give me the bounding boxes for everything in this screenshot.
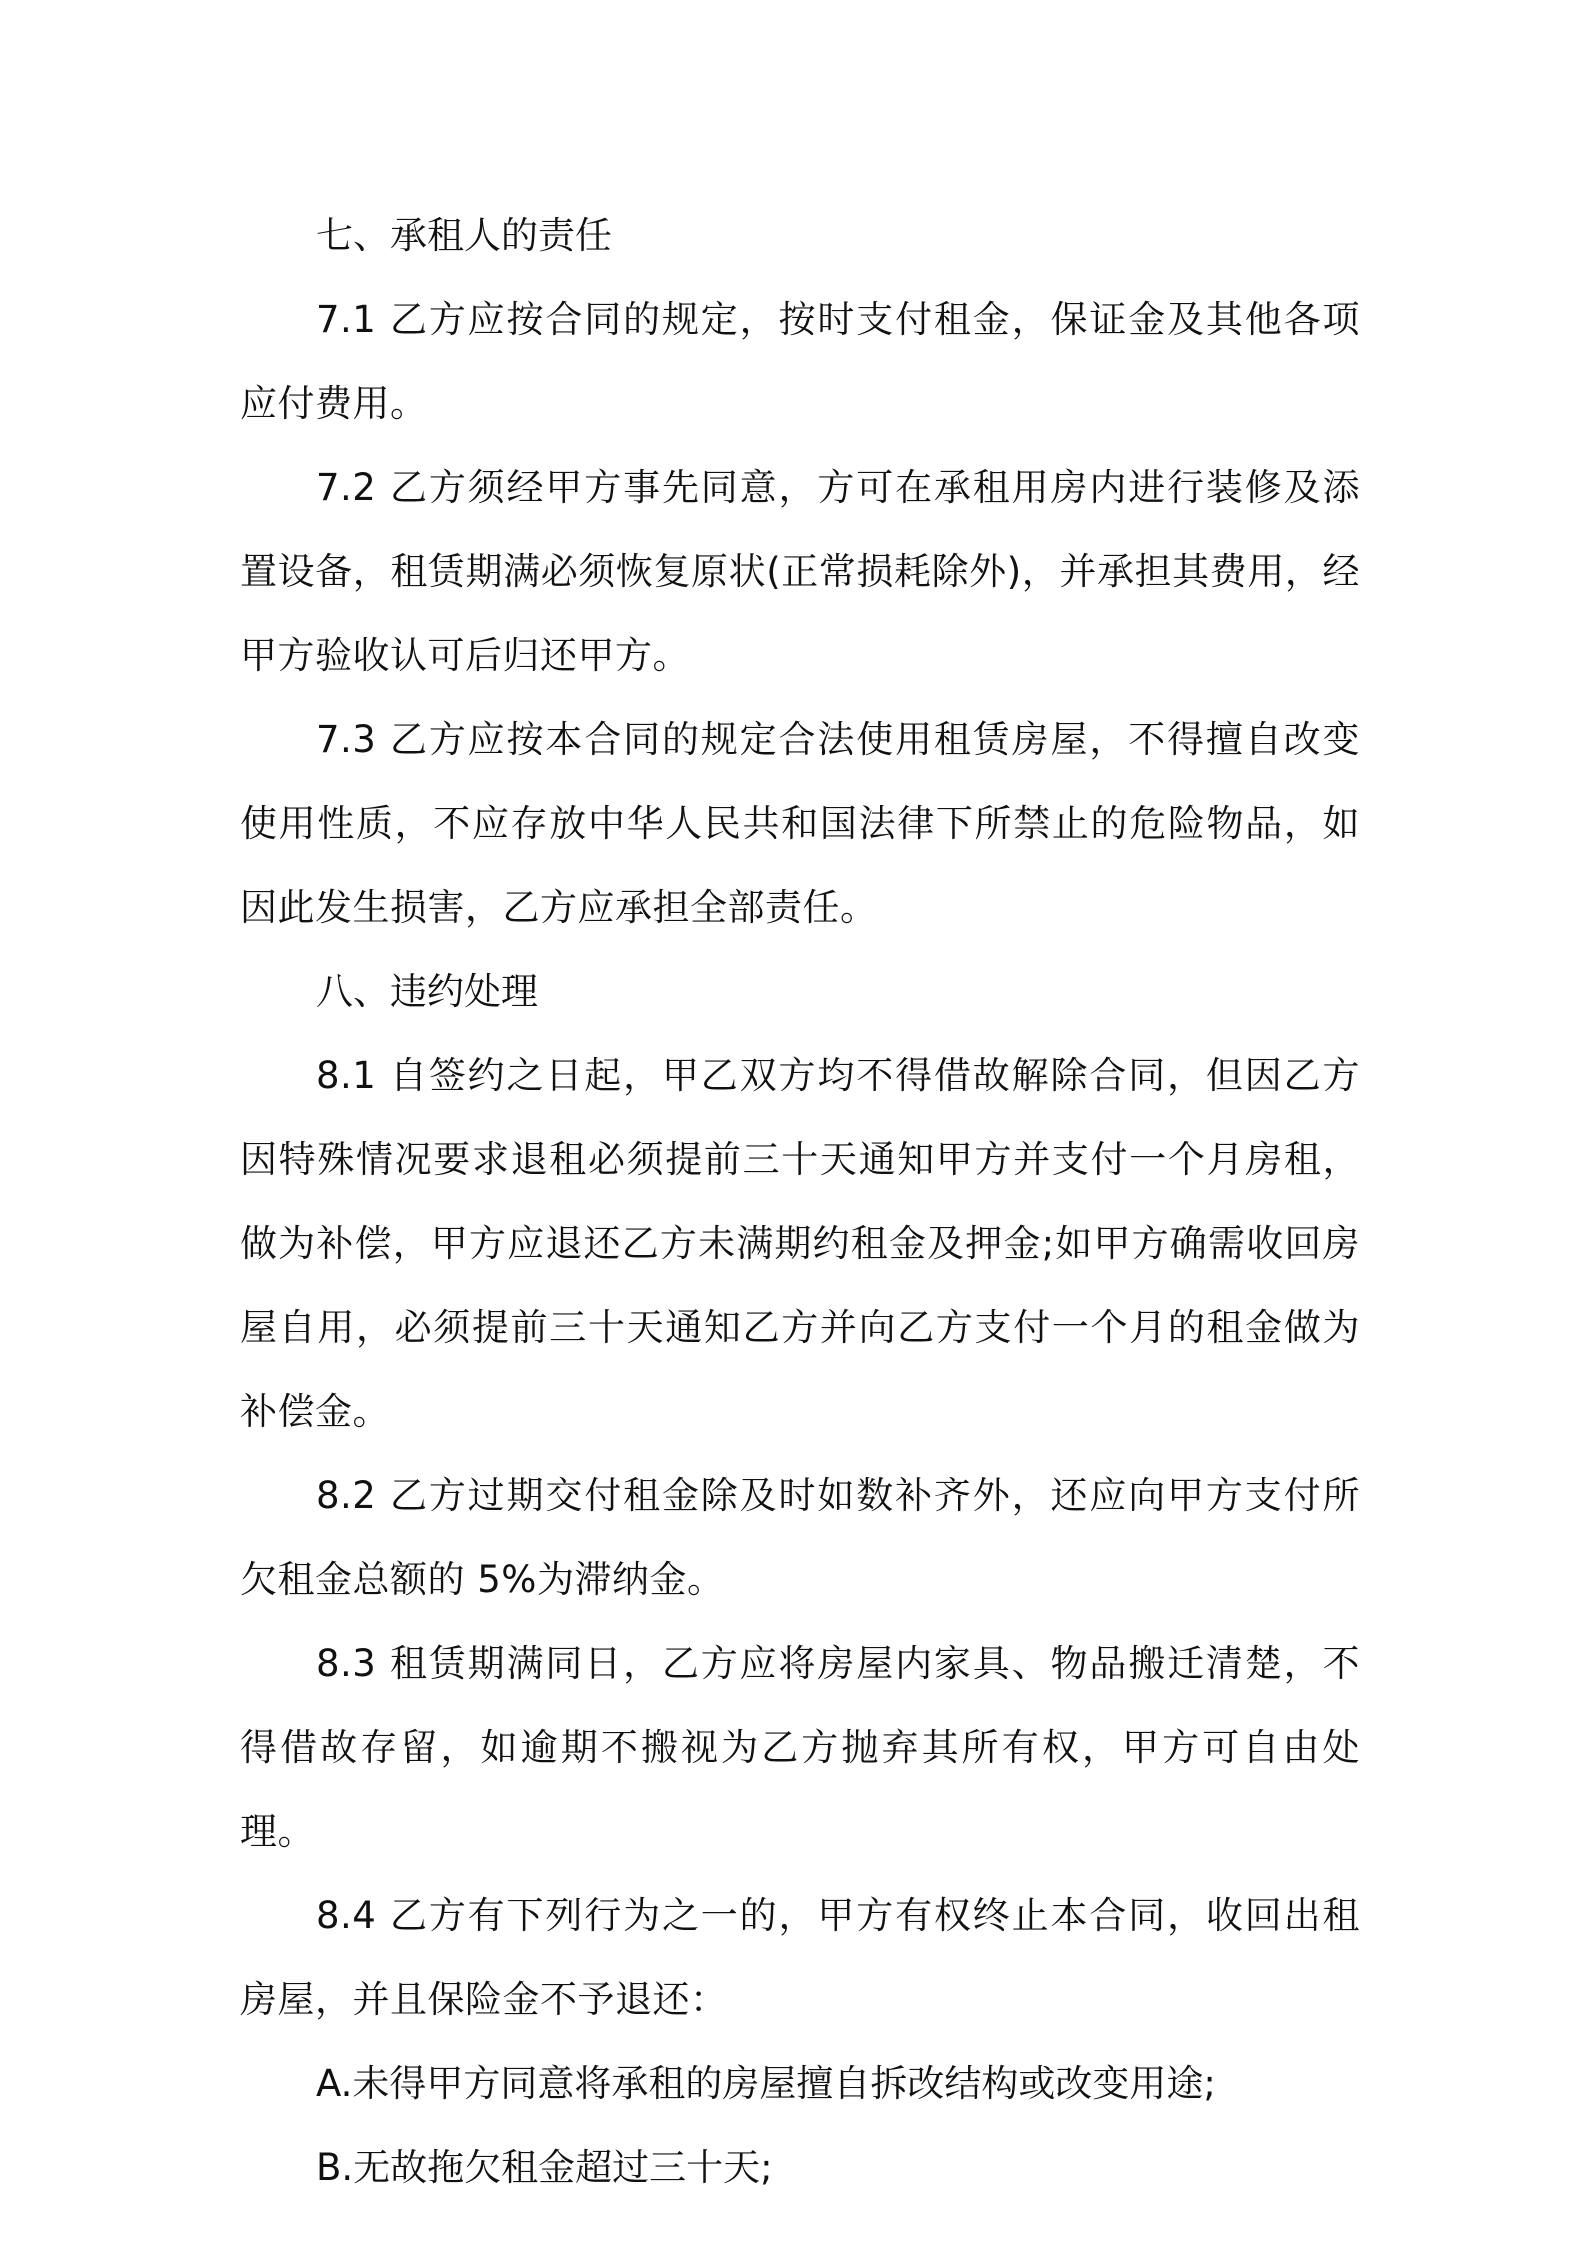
clause-8-1: 8.1 自签约之日起，甲乙双方均不得借故解除合同，但因乙方因特殊情况要求退租必须提前三十天通知甲方并支付一个月房租，做为补偿，甲方应退还乙方未满期约租金及押金;如甲方确需收回房屋自用，必须提前三十天通知乙方并向乙方支付一个月的租金做为补偿金。 [240, 1054, 1360, 1433]
clause-8-4: 8.4 乙方有下列行为之一的，甲方有权终止本合同，收回出租房屋，并且保险金不予退还： [240, 1894, 1360, 2021]
section-heading-7: 七、承租人的责任 [316, 214, 612, 257]
clause-7-1: 7.1 乙方应按合同的规定，按时支付租金，保证金及其他各项应付费用。 [240, 298, 1360, 425]
list-item-b: B.无故拖欠租金超过三十天; [316, 2146, 773, 2189]
section-heading-8: 八、违约处理 [316, 970, 538, 1013]
list-item-a: A.未得甲方同意将承租的房屋擅自拆改结构或改变用途; [316, 2062, 1216, 2105]
clause-8-2: 8.2 乙方过期交付租金除及时如数补齐外，还应向甲方支付所欠租金总额的 5%为滞纳金。 [240, 1474, 1360, 1601]
clause-7-2: 7.2 乙方须经甲方事先同意，方可在承租用房内进行装修及添置设备，租赁期满必须恢复原状(正常损耗除外)，并承担其费用，经甲方验收认可后归还甲方。 [240, 466, 1360, 677]
document-body [240, 194, 1360, 2210]
clause-8-3: 8.3 租赁期满同日，乙方应将房屋内家具、物品搬迁清楚，不得借故存留，如逾期不搬视为乙方抛弃其所有权，甲方可自由处理。 [240, 1642, 1360, 1853]
clause-7-3: 7.3 乙方应按本合同的规定合法使用租赁房屋，不得擅自改变使用性质，不应存放中华人民共和国法律下所禁止的危险物品，如因此发生损害，乙方应承担全部责任。 [240, 718, 1360, 929]
